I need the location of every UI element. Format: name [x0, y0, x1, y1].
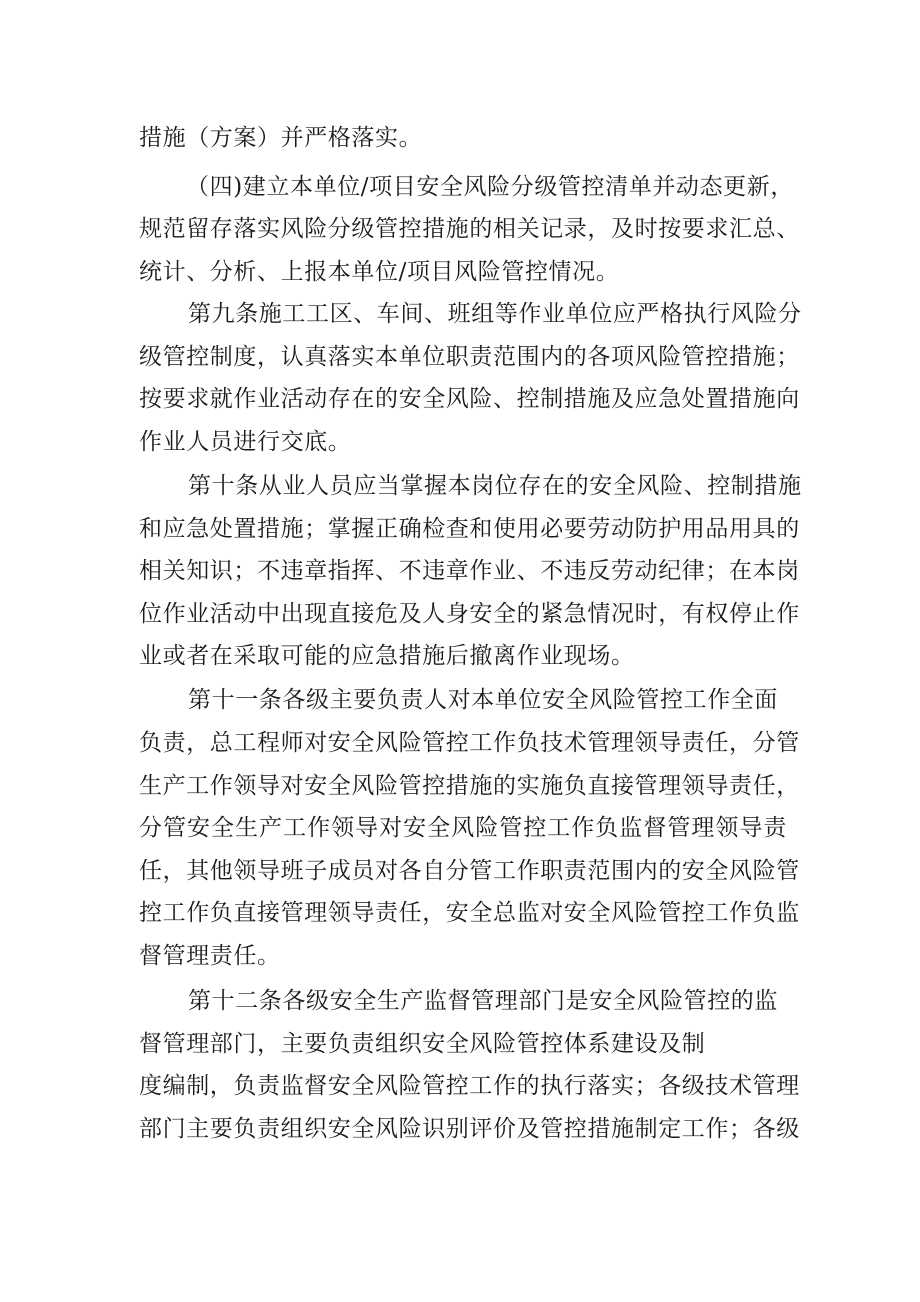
- text-line: 分管安全生产工作领导对安全风险管控工作负监督管理领导责: [139, 815, 787, 841]
- text-line: 任，其他领导班子成员对各自分管工作职责范围内的安全风险管: [139, 858, 800, 884]
- article-12-start: 第十二条各级安全生产监督管理部门是安全风险管控的监: [188, 988, 778, 1014]
- text-line: 和应急处置措施；掌握正确检查和使用必要劳动防护用品用具的: [139, 516, 800, 542]
- text-line: 业或者在采取可能的应急措施后撤离作业现场。: [139, 643, 635, 669]
- text-line: 按要求就作业活动存在的安全风险、控制措施及应急处置措施向: [139, 386, 800, 412]
- article-10-start: 第十条从业人员应当掌握本岗位存在的安全风险、控制措施: [188, 473, 802, 499]
- text-line: 负责，总工程师对安全风险管控工作负技术管理领导责任，分管: [139, 730, 800, 756]
- text-line: 度编制，负责监督安全风险管控工作的执行落实；各级技术管理: [139, 1073, 800, 1099]
- paragraph-4-start: （四)建立本单位/项目安全风险分级管控清单并动态更新，: [186, 174, 794, 200]
- text-line: 生产工作领导对安全风险管控措施的实施负直接管理领导责任，: [139, 773, 800, 799]
- text-line: 统计、分析、上报本单位/项目风险管控情况。: [139, 259, 620, 285]
- text-line: 作业人员进行交底。: [139, 429, 352, 455]
- text-line: 级管控制度，认真落实本单位职责范围内的各项风险管控措施；: [139, 344, 800, 370]
- text-line: 措施（方案）并严格落实。: [139, 125, 423, 151]
- text-line: 规范留存落实风险分级管控措施的相关记录，及时按要求汇总、: [139, 216, 800, 242]
- text-line: 督管理责任。: [139, 943, 281, 969]
- text-line: 部门主要负责组织安全风险识别评价及管控措施制定工作；各级: [139, 1116, 800, 1142]
- text-line: 控工作负直接管理领导责任，安全总监对安全风险管控工作负监: [139, 900, 800, 926]
- text-line: 相关知识；不违章指挥、不违章作业、不违反劳动纪律；在本岗: [139, 558, 800, 584]
- article-11-start: 第十一条各级主要负责人对本单位安全风险管控工作全面: [188, 687, 778, 713]
- text-line: 督管理部门，主要负责组织安全风险管控体系建设及制: [139, 1031, 706, 1057]
- text-line: 位作业活动中出现直接危及人身安全的紧急情况时，有权停止作: [139, 601, 800, 627]
- article-9-start: 第九条施工工区、车间、班组等作业单位应严格执行风险分: [188, 301, 802, 327]
